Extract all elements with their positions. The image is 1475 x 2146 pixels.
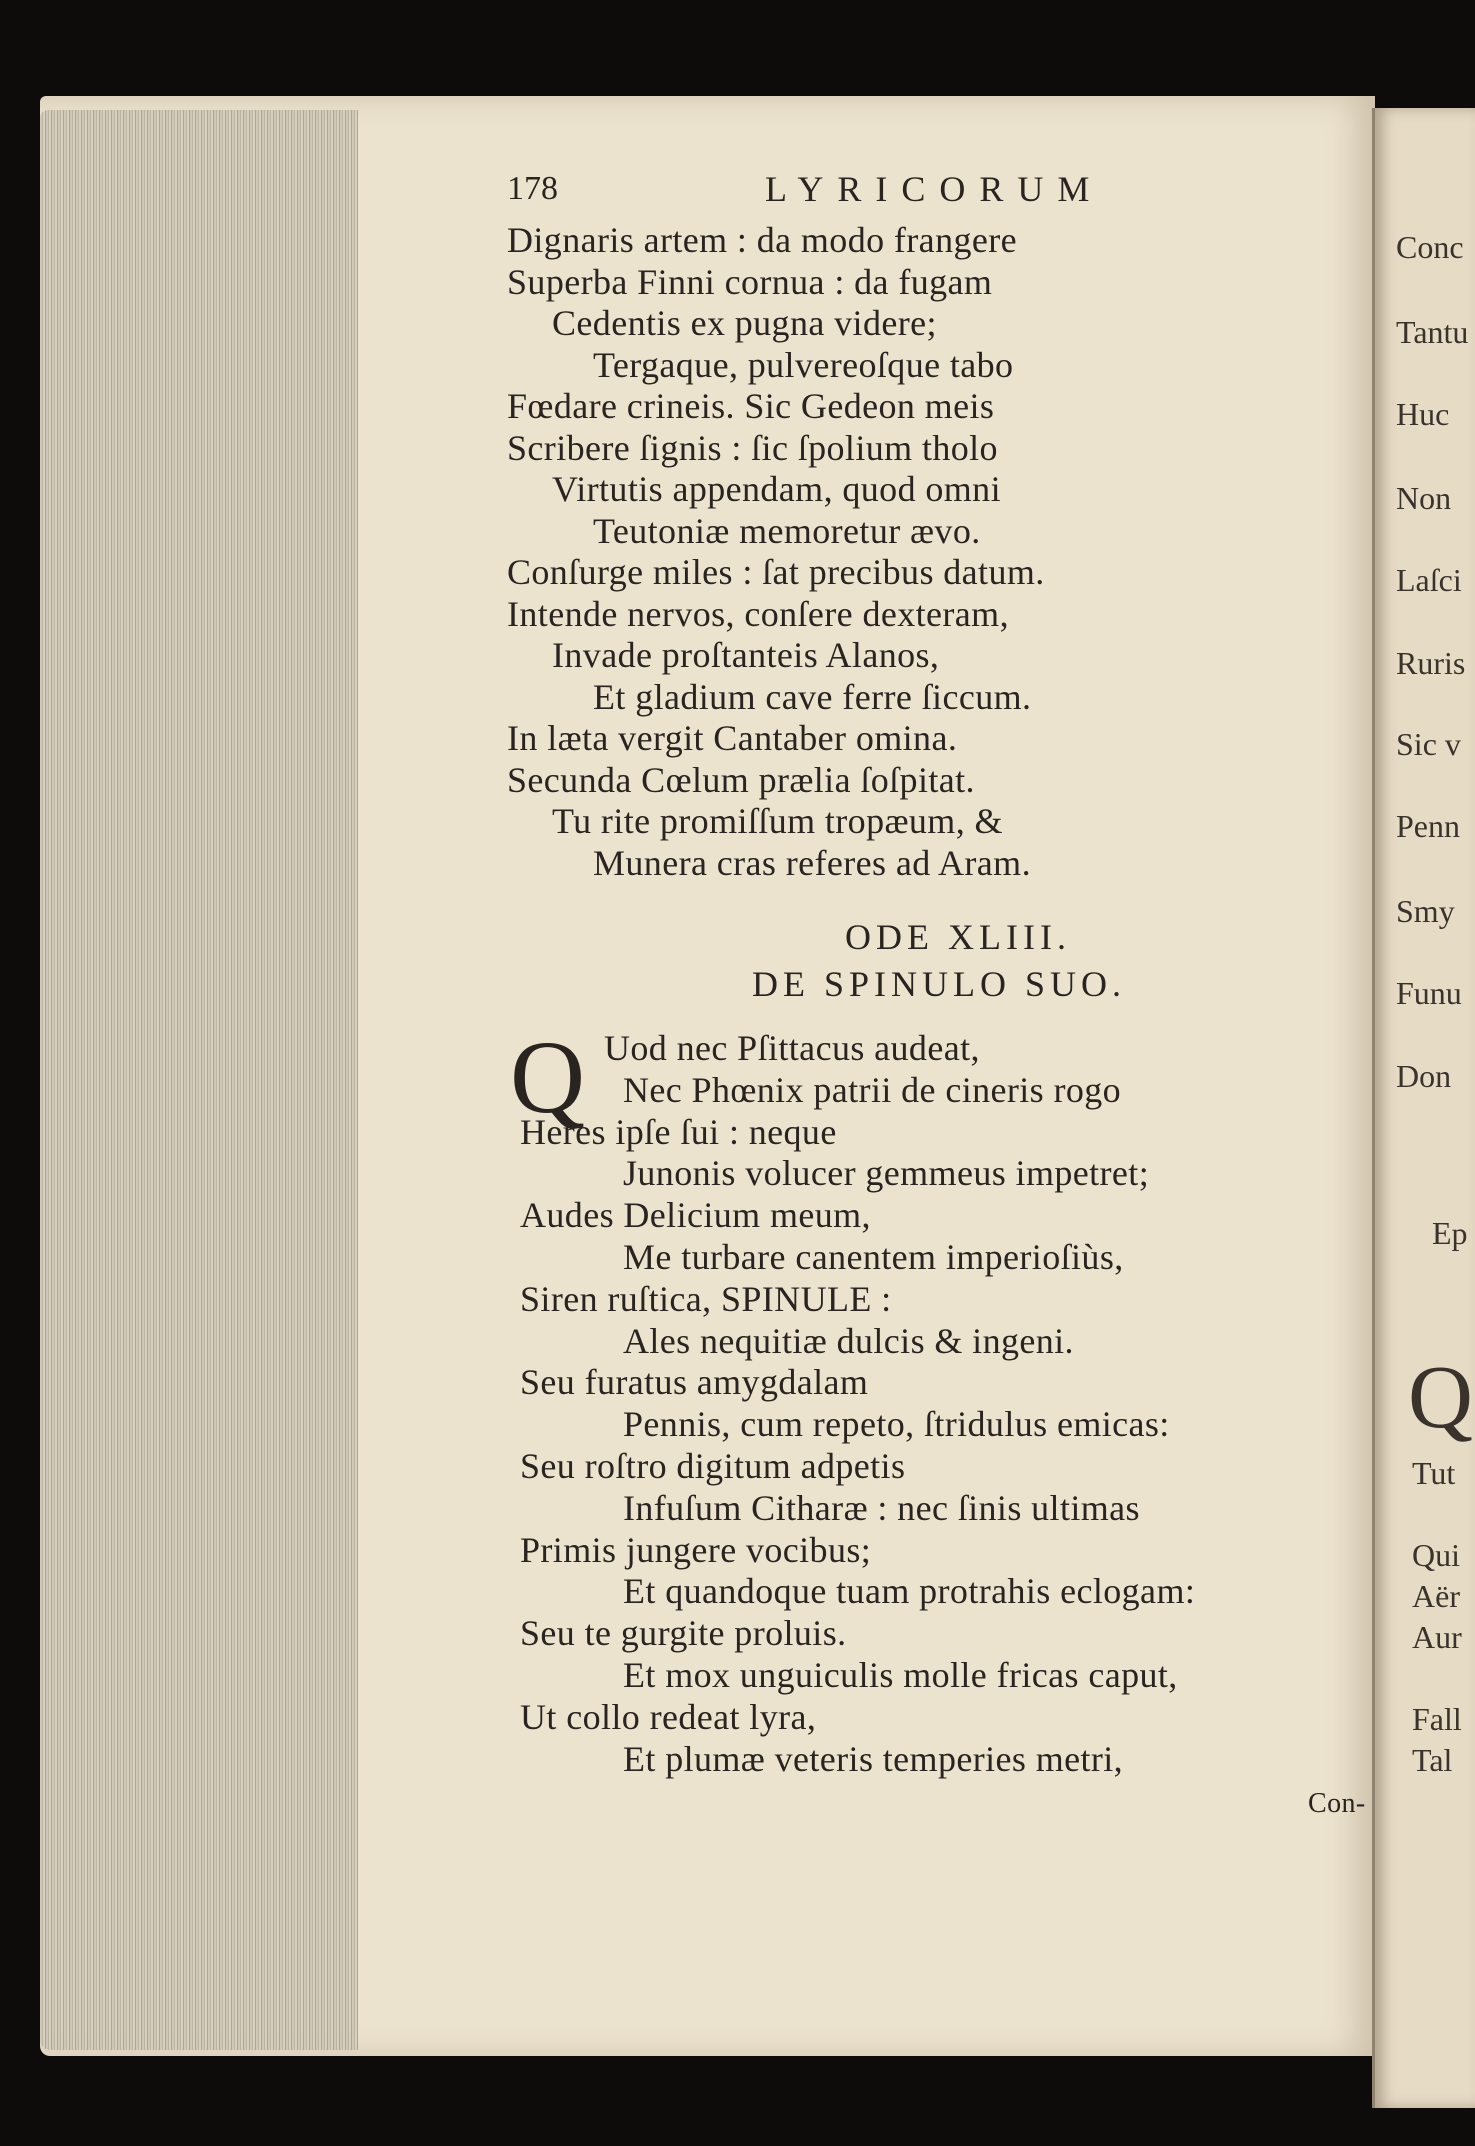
right-page-line: Qui: [1412, 1536, 1460, 1573]
verse-line: Secunda Cœlum prælia ſoſpitat.: [507, 759, 975, 800]
verse-line: Nec Phœnix patrii de cineris rogo: [623, 1069, 1122, 1110]
right-page-line: Funu: [1396, 975, 1462, 1012]
right-page-heading: Ep: [1432, 1214, 1468, 1251]
right-page-line: Aër: [1412, 1577, 1460, 1614]
right-page-line: Smy: [1396, 893, 1455, 930]
verse-line: Infuſum Citharæ : nec ſinis ultimas: [623, 1487, 1140, 1528]
verse-line: Et plumæ veteris temperies metri,: [623, 1738, 1124, 1779]
verse-line: Conſurge miles : ſat precibus datum.: [507, 552, 1045, 592]
right-page-line: Fall: [1412, 1700, 1462, 1737]
ode-title: DE SPINULO SUO.: [752, 964, 1127, 1004]
right-page-drop-cap: Q: [1408, 1348, 1473, 1447]
verse-line: Munera cras referes ad Aram.: [593, 842, 1031, 883]
verse-line: Primis jungere vocibus;: [520, 1529, 872, 1570]
right-page-line: Conc: [1396, 229, 1464, 266]
right-page-line: Sic v: [1396, 726, 1461, 763]
verse-line: Superba Finni cornua : da fugam: [507, 261, 993, 302]
verse-line: Seu te gurgite proluis.: [520, 1613, 847, 1654]
verse-line: Et gladium cave ferre ſiccum.: [593, 676, 1032, 717]
right-page-line: Penn: [1396, 808, 1460, 845]
verse-line: Me turbare canentem imperioſiùs,: [623, 1237, 1124, 1277]
page-number: 178: [507, 170, 558, 207]
verse-line: In læta vergit Cantaber omina.: [507, 718, 958, 758]
verse-line: Ales nequitiæ dulcis & ingeni.: [623, 1320, 1074, 1361]
right-page-line: Don: [1396, 1057, 1452, 1094]
verse-line: Siren ruſtica, SPINULE :: [520, 1278, 892, 1319]
verse-line: Junonis volucer gemmeus impetret;: [623, 1153, 1150, 1194]
right-page-line: Huc: [1396, 396, 1450, 433]
right-page-line: Aur: [1412, 1618, 1462, 1655]
verse-line: Ut collo redeat lyra,: [520, 1696, 817, 1737]
verse-line: Invade proſtanteis Alanos,: [552, 635, 940, 675]
running-head: LYRICORUM: [765, 169, 1104, 209]
catchword: Con-: [1308, 1788, 1366, 1819]
verse-line: Virtutis appendam, quod omni: [552, 469, 1001, 509]
drop-cap: Q: [510, 1020, 586, 1135]
verse-line: Scribere ſignis : ſic ſpolium tholo: [507, 427, 998, 468]
right-page-line: Tantu: [1396, 314, 1469, 351]
verse-line: Fœdare crineis. Sic Gedeon meis: [507, 386, 995, 426]
verse-line: Tergaque, pulvereoſque tabo: [593, 344, 1014, 385]
verse-line: Pennis, cum repeto, ſtridulus emicas:: [623, 1404, 1170, 1445]
right-page-line: Laſci: [1396, 561, 1462, 598]
verse-line: Cedentis ex pugna videre;: [552, 303, 937, 343]
verse-line: Seu roſtro digitum adpetis: [520, 1446, 906, 1486]
verse-line: Teutoniæ memoretur ævo.: [593, 510, 981, 551]
verse-line: Intende nervos, conſere dexteram,: [507, 593, 1009, 634]
verse-line: Seu furatus amygdalam: [520, 1362, 869, 1403]
verse-line: Et quandoque tuam protrahis eclogam:: [623, 1571, 1196, 1612]
ode-number: ODE XLIII.: [845, 917, 1071, 957]
verse-line: Dignaris artem : da modo frangere: [507, 220, 1018, 260]
right-page-line: Tut: [1412, 1454, 1456, 1491]
verse-line: Audes Delicium meum,: [520, 1195, 871, 1236]
verse-line: Uod nec Pſittacus audeat,: [604, 1028, 980, 1068]
page-fore-edge: [40, 110, 358, 2050]
right-page-line: Tal: [1412, 1742, 1453, 1778]
right-page-line: Ruris: [1396, 645, 1466, 682]
right-page-line: Non: [1396, 479, 1452, 516]
verse-line: Tu rite promiſſum tropæum, &: [552, 801, 1003, 841]
verse-line: Et mox unguiculis molle fricas caput,: [623, 1655, 1178, 1695]
verse-line: Heres ipſe ſui : neque: [520, 1111, 837, 1152]
